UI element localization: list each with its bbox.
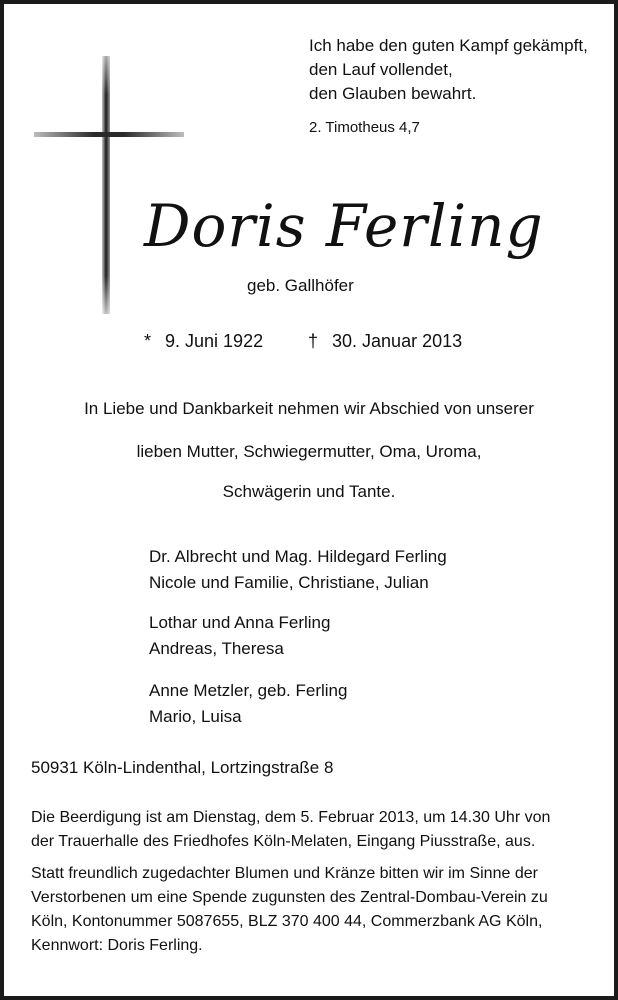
donation-line: Köln, Kontonummer 5087655, BLZ 370 400 44, Commerzbank AG Köln, <box>31 913 543 930</box>
quote-reference: 2. Timotheus 4,7 <box>309 119 420 136</box>
donation-line: Kennwort: Doris Ferling. <box>31 937 203 954</box>
family-line: Andreas, Theresa <box>149 639 284 658</box>
funeral-line: der Trauerhalle des Friedhofes Köln-Melaten, Eingang Piusstraße, aus. <box>31 833 536 850</box>
death-cross-icon: † <box>308 331 319 351</box>
intro-line-3: Schwägerin und Tante. <box>222 482 396 501</box>
family-line: Dr. Albrecht und Mag. Hildegard Ferling <box>149 547 447 566</box>
address: 50931 Köln-Lindenthal, Lortzingstraße 8 <box>31 758 334 777</box>
family-line: Lothar und Anna Ferling <box>149 613 331 632</box>
birth-date: 9. Juni 1922 <box>165 331 264 351</box>
birth-star-icon: * <box>144 331 152 351</box>
intro-line-2: lieben Mutter, Schwiegermutter, Oma, Uroma, <box>136 442 482 461</box>
family-group-1 <box>149 544 447 596</box>
death-date: 30. Januar 2013 <box>332 331 463 351</box>
family-line: Mario, Luisa <box>149 707 242 726</box>
quote-line-2: den Lauf vollendet, <box>309 60 453 79</box>
donation-info <box>31 862 591 958</box>
family-line: Anne Metzler, geb. Ferling <box>149 681 348 700</box>
donation-line: Verstorbenen um eine Spende zugunsten des Zentral-Dombau-Verein zu <box>31 889 548 906</box>
funeral-info <box>31 806 591 854</box>
donation-line: Statt freundlich zugedachter Blumen und Kränze bitten wir im Sinne der <box>31 865 538 882</box>
maiden-name: geb. Gallhöfer <box>247 276 354 295</box>
funeral-line: Die Beerdigung ist am Dienstag, dem 5. Februar 2013, um 14.30 Uhr von <box>31 809 551 826</box>
family-line: Nicole und Familie, Christiane, Julian <box>149 573 429 592</box>
quote-line-3: den Glauben bewahrt. <box>309 84 477 103</box>
death-info <box>308 331 462 352</box>
deceased-name: Doris Ferling <box>144 192 544 260</box>
intro-line-1: In Liebe und Dankbarkeit nehmen wir Abschied von unserer <box>84 399 534 418</box>
cross-icon <box>30 56 220 316</box>
family-group-3 <box>149 678 347 730</box>
birth-info <box>144 331 263 352</box>
quote-line-1: Ich habe den guten Kampf gekämpft, <box>309 36 588 55</box>
family-group-2 <box>149 610 330 662</box>
bible-quote <box>309 34 588 106</box>
